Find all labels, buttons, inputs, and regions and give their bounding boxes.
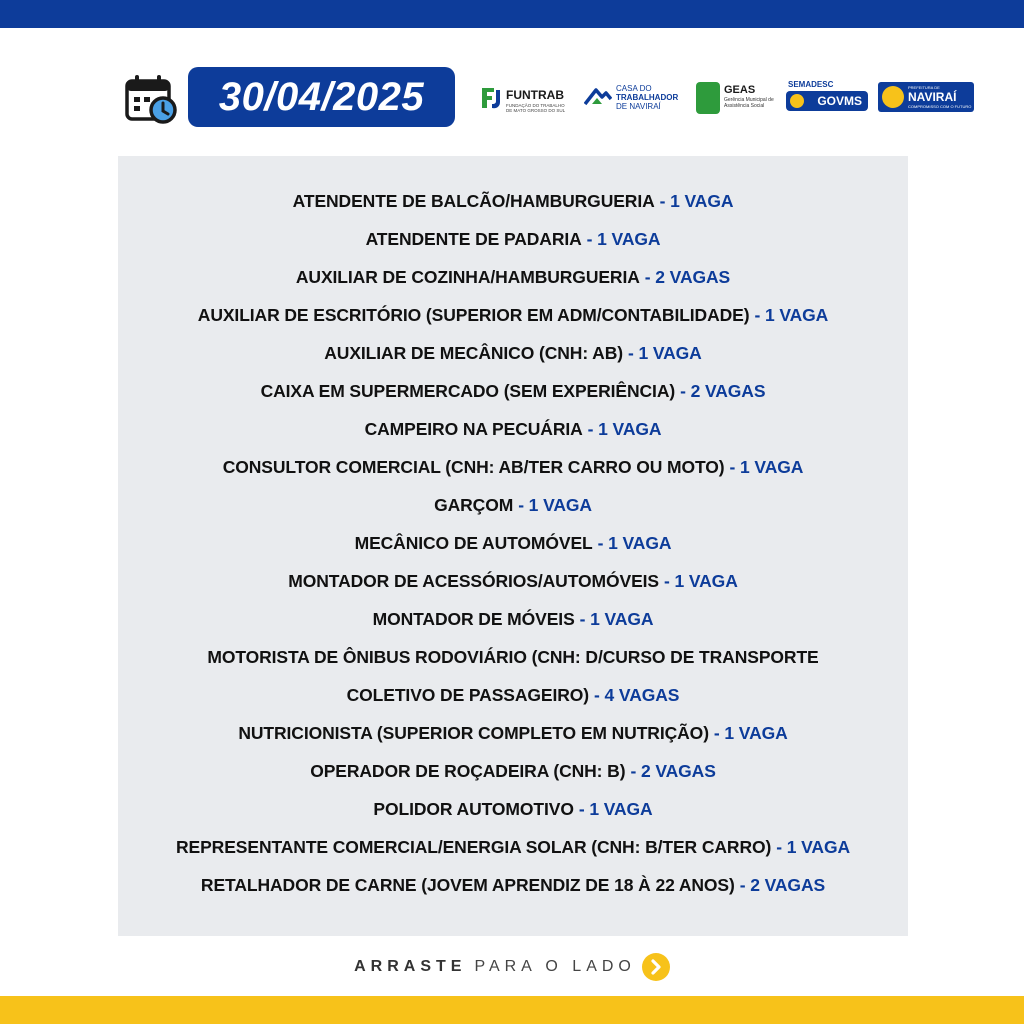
casa-roof-icon (584, 86, 612, 108)
casa-line3: DE NAVIRAÍ (616, 102, 661, 111)
casa-line1: CASA DO (616, 84, 652, 93)
job-title: POLIDOR AUTOMOTIVO (373, 798, 574, 819)
calendar-clock-icon (124, 72, 178, 126)
job-vacancies: - 1 VAGA (754, 304, 829, 325)
funtrab-mark-icon (480, 86, 502, 110)
job-vacancies: - 1 VAGA (578, 798, 653, 819)
job-title: AUXILIAR DE MECÂNICO (CNH: AB) (324, 342, 623, 363)
job-vacancies: - 2 VAGAS (630, 760, 716, 781)
job-vacancies: - 2 VAGAS (739, 874, 826, 895)
govms-label: GOVMS (817, 94, 862, 108)
job-vacancies: - 4 VAGAS (594, 684, 680, 705)
job-vacancies: - 1 VAGA (627, 342, 702, 363)
navirai-small: PREFEITURA DE (908, 85, 940, 90)
navirai-logo (878, 74, 974, 122)
job-title: ATENDENTE DE BALCÃO/HAMBURGUERIA (292, 190, 655, 211)
job-vacancies: - 1 VAGA (729, 456, 804, 477)
job-row (118, 866, 908, 904)
job-vacancies: - 2 VAGAS (644, 266, 731, 287)
job-title: MONTADOR DE MÓVEIS (372, 608, 575, 629)
job-row (118, 638, 908, 676)
funtrab-sub: FUNDAÇÃO DO TRABALHO DE MATO GROSSO DO SUL (506, 103, 566, 113)
job-row (118, 334, 908, 372)
navirai-tag: COMPROMISSO COM O FUTURO (908, 104, 972, 109)
job-vacancies: - 1 VAGA (597, 532, 672, 553)
semadesc-logo (786, 74, 870, 122)
job-title: REPRESENTANTE COMERCIAL/ENERGIA SOLAR (CNH: B/TER CARRO) (176, 836, 772, 857)
job-row (118, 448, 908, 486)
job-row (118, 676, 908, 714)
funtrab-name: FUNTRAB (506, 88, 564, 102)
job-vacancies: - 1 VAGA (587, 418, 662, 439)
job-title: CONSULTOR COMERCIAL (CNH: AB/TER CARRO OU MOTO) (222, 456, 725, 477)
job-row (118, 486, 908, 524)
job-row (118, 220, 908, 258)
navirai-name: NAVIRAÍ (908, 90, 957, 104)
job-vacancies: - 1 VAGA (659, 190, 734, 211)
navirai-seal-icon (882, 86, 904, 108)
job-row (118, 410, 908, 448)
date-badge: 30/04/2025 (188, 67, 455, 127)
job-title: OPERADOR DE ROÇADEIRA (CNH: B) (310, 760, 626, 781)
geas-logo (696, 74, 780, 122)
job-vacancies: - 1 VAGA (713, 722, 788, 743)
geas-sub: Gerência Municipal de Assistência Social (724, 97, 774, 109)
job-row (118, 752, 908, 790)
job-title: MECÂNICO DE AUTOMÓVEL (354, 532, 593, 553)
swipe-label-bold: ARRASTE (354, 958, 467, 975)
job-title: AUXILIAR DE COZINHA/HAMBURGUERIA (295, 266, 640, 287)
job-row (118, 790, 908, 828)
job-row (118, 182, 908, 220)
chevron-right-glyph (642, 953, 670, 981)
job-row (118, 828, 908, 866)
job-row (118, 524, 908, 562)
job-vacancies: - 1 VAGA (663, 570, 738, 591)
job-title: GARÇOM (434, 494, 514, 515)
job-row (118, 600, 908, 638)
chevron-right-icon[interactable] (642, 953, 670, 981)
job-row (118, 372, 908, 410)
job-title: NUTRICIONISTA (SUPERIOR COMPLETO EM NUTRIÇÃO) (238, 722, 709, 743)
job-title: RETALHADOR DE CARNE (JOVEM APRENDIZ DE 18 À 22 ANOS) (200, 874, 735, 895)
govms-seal-icon (790, 94, 804, 108)
swipe-label-light: PARA O LADO (474, 958, 636, 975)
geas-mark-icon (696, 82, 720, 114)
job-list (118, 182, 908, 904)
job-vacancies: - 1 VAGA (586, 228, 661, 249)
funtrab-logo (478, 74, 574, 122)
job-title: MOTORISTA DE ÔNIBUS RODOVIÁRIO (CNH: D/CURSO DE TRANSPORTE (207, 646, 819, 667)
job-row (118, 296, 908, 334)
job-title: CAMPEIRO NA PECUÁRIA (364, 418, 583, 439)
job-row (118, 562, 908, 600)
job-title: AUXILIAR DE ESCRITÓRIO (SUPERIOR EM ADM/CONTABILIDADE) (197, 304, 750, 325)
job-title: COLETIVO DE PASSAGEIRO) (346, 684, 590, 705)
bottom-bar (0, 996, 1024, 1024)
semadesc-name: SEMADESC (788, 80, 834, 89)
job-title: CAIXA EM SUPERMERCADO (SEM EXPERIÊNCIA) (260, 380, 676, 401)
top-bar (0, 0, 1024, 28)
job-vacancies: - 1 VAGA (776, 836, 850, 857)
job-title: ATENDENTE DE PADARIA (365, 228, 582, 249)
job-vacancies: - 2 VAGAS (680, 380, 766, 401)
job-vacancies: - 1 VAGA (579, 608, 654, 629)
job-row (118, 258, 908, 296)
job-vacancies: - 1 VAGA (518, 494, 592, 515)
job-title: MONTADOR DE ACESSÓRIOS/AUTOMÓVEIS (288, 570, 659, 591)
swipe-hint[interactable] (0, 952, 1024, 982)
geas-name: GEAS (724, 84, 756, 96)
casa-do-trabalhador-logo (584, 74, 688, 122)
govms-badge (786, 91, 868, 111)
job-row (118, 714, 908, 752)
casa-line2: TRABALHADOR (616, 93, 679, 102)
